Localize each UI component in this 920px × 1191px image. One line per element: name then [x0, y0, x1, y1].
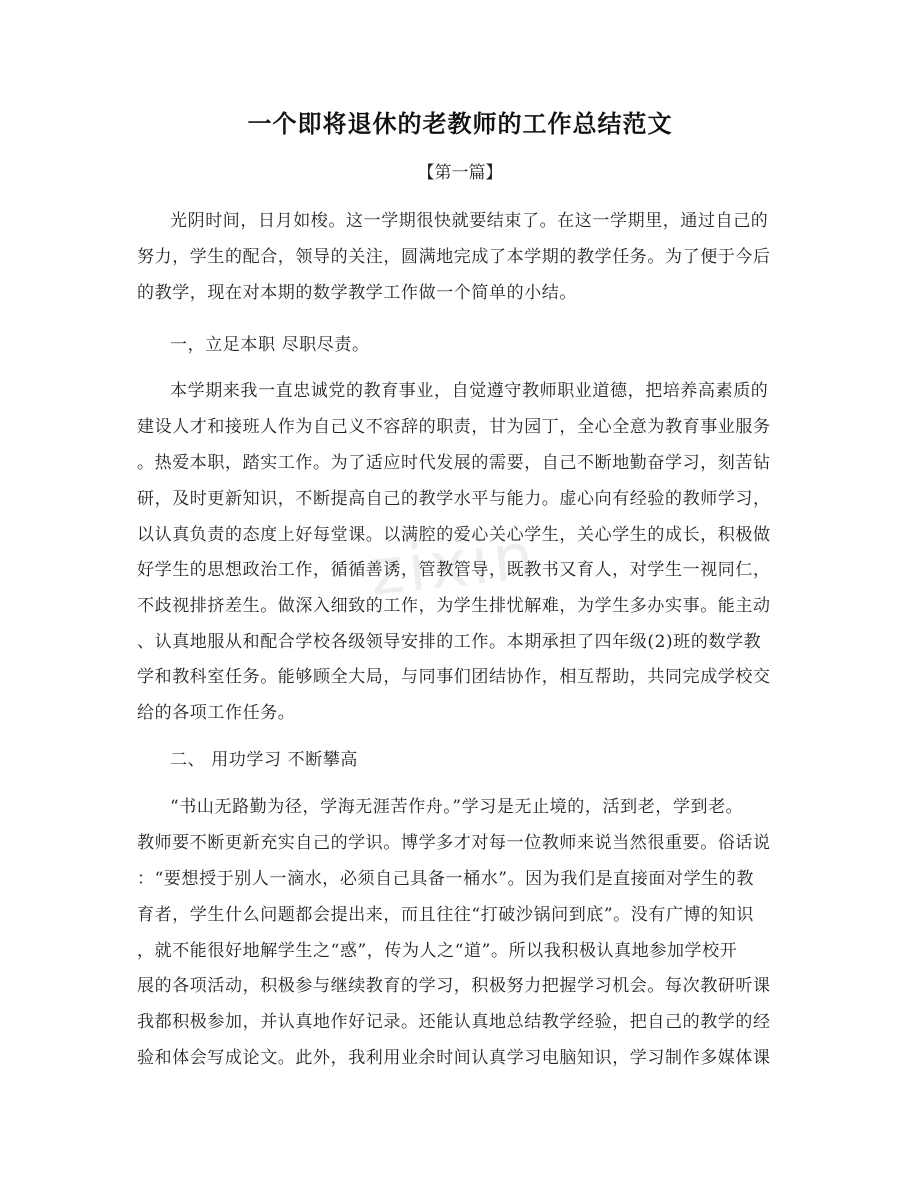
paragraph-line: 的教学，现在对本期的数学教学工作做一个简单的小结。: [137, 283, 577, 303]
paragraph-line: 不歧视排挤差生。做深入细致的工作，为学生排忧解难，为学生多办实事。能主动: [137, 596, 771, 616]
watermark-text: zixin: [366, 519, 542, 611]
paragraph-line: 本学期来我一直忠诚党的教育事业，自觉遵守教师职业道德，把培养高素质的: [170, 381, 769, 401]
document-title: 一个即将退休的老教师的工作总结范文: [247, 109, 673, 138]
paragraph-line: 研，及时更新知识，不断提高自己的教学水平与能力。虚心向有经验的教师学习，: [137, 489, 771, 509]
paragraph-line: 给的各项工作任务。: [137, 703, 296, 723]
section-heading: 二、 用功学习 不断攀高: [170, 750, 359, 770]
paragraph-line: 。热爱本职，踏实工作。为了适应时代发展的需要，自己不断地勤奋学习，刻苦钻: [137, 453, 771, 473]
paragraph-line: 验和体会写成论文。此外，我利用业余时间认真学习电脑知识，学习制作多媒体课: [137, 1048, 771, 1068]
paragraph-line: 展的各项活动，积极参与继续教育的学习，积极努力把握学习机会。每次教研听课: [137, 976, 771, 996]
paragraph-line: 学和教科室任务。能够顾全大局，与同事们团结协作，相互帮助，共同完成学校交: [137, 667, 771, 687]
paragraph-line: 教师要不断更新充实自己的学识。博学多才对每一位教师来说当然很重要。俗话说: [137, 833, 771, 853]
paragraph-line: 努力，学生的配合，领导的关注，圆满地完成了本学期的教学任务。为了便于今后: [137, 247, 771, 267]
paragraph-line: ：“要想授于别人一滴水，必须自己具备一桶水”。因为我们是直接面对学生的教: [137, 869, 754, 889]
part-label: 【第一篇】: [417, 163, 503, 183]
paragraph-line: 光阴时间，日月如梭。这一学期很快就要结束了。在这一学期里，通过自己的: [170, 211, 769, 231]
paragraph-line: ，就不能很好地解学生之“惑”，传为人之“道”。所以我积极认真地参加学校开: [137, 941, 738, 961]
paragraph-line: 好学生的思想政治工作，循循善诱，管教管导，既教书又育人，对学生一视同仁，: [137, 560, 771, 580]
paragraph-line: 我都积极参加，并认真地作好记录。还能认真地总结教学经验，把自己的教学的经: [137, 1012, 771, 1032]
section-heading: 一，立足本职 尽职尽责。: [170, 335, 370, 355]
paragraph-line: 育者，学生什么问题都会提出来，而且往往“打破沙锅问到底”。没有广博的知识: [137, 905, 754, 925]
paragraph-line: 、认真地服从和配合学校各级领导安排的工作。本期承担了四年级(2)班的数学教: [137, 632, 762, 652]
paragraph-line: 建设人才和接班人作为自己义不容辞的职责，甘为园丁，全心全意为教育事业服务: [137, 417, 771, 437]
paragraph-line: 以认真负责的态度上好每堂课。以满腔的爱心关心学生，关心学生的成长，积极做: [137, 525, 771, 545]
paragraph-line: “书山无路勤为径，学海无涯苦作舟。”学习是无止境的，活到老，学到老。: [170, 797, 744, 817]
